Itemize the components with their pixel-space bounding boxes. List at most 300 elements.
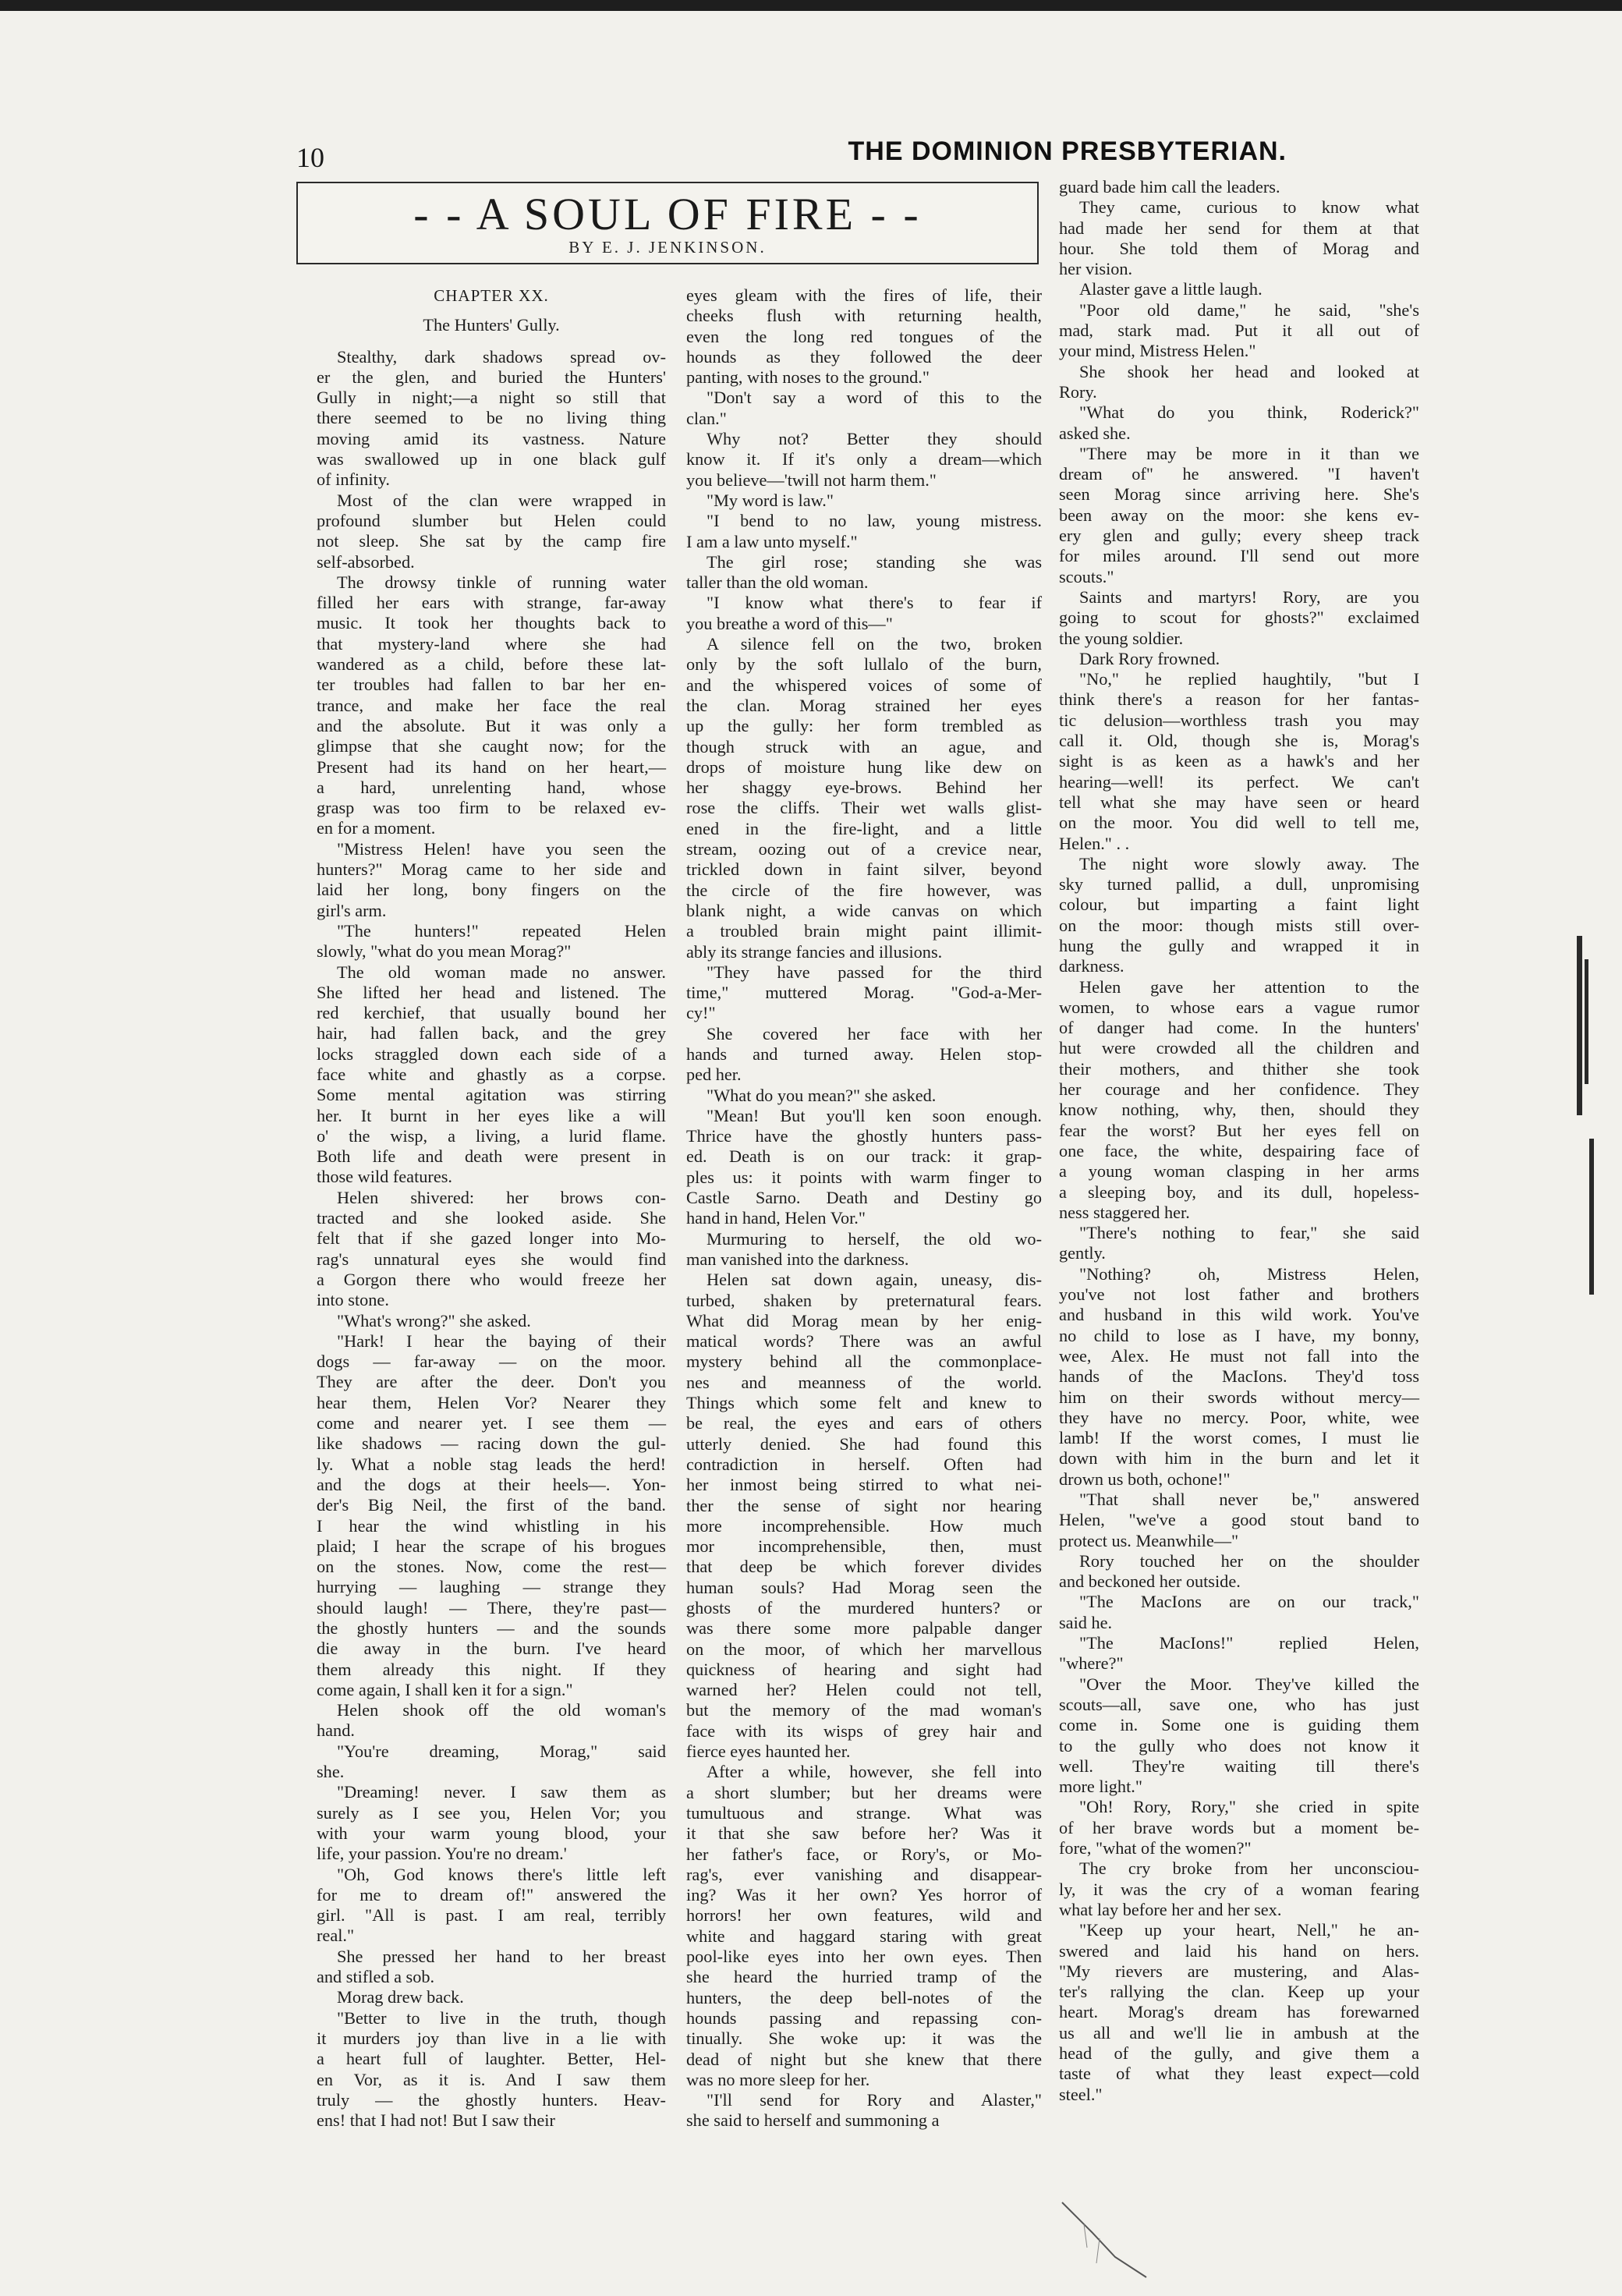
paragraph — [1059, 1633, 1419, 1674]
text-line: call it. Old, though she is, Morag's — [1059, 731, 1419, 751]
paragraph — [1059, 1858, 1419, 1920]
text-line: her inmost being stirred to what nei- — [686, 1475, 1042, 1495]
paragraph — [686, 285, 1042, 388]
text-line: the clan. Morag strained her eyes — [686, 695, 1042, 715]
text-line: ples us: it points with warm finger to — [686, 1167, 1042, 1187]
text-line: "Don't say a word of this to the — [707, 388, 1042, 408]
text-line: hunters?" Morag came to her side and — [317, 859, 666, 880]
text-line: "Mistress Helen! have you seen the — [337, 838, 666, 859]
paragraph — [1059, 177, 1419, 197]
text-line: "Mean! But you'll ken soon enough. — [707, 1105, 1042, 1125]
story-title: - - A SOUL OF FIRE - - — [413, 189, 922, 239]
paragraph — [686, 962, 1042, 1024]
text-line: tracted and she looked aside. She — [317, 1208, 666, 1228]
text-line: was there some more palpable danger — [686, 1618, 1042, 1639]
text-line: Both life and death were present in — [317, 1146, 666, 1167]
text-line: hurrying — laughing — strange they — [317, 1577, 666, 1597]
text-line: Gully in night;—a night so still that — [317, 388, 666, 408]
text-line: been away on the moor: she kens ev- — [1059, 505, 1419, 525]
paragraph — [686, 634, 1042, 962]
text-line: red kerchief, that usually bound her — [317, 1003, 666, 1023]
text-line: tic delusion—worthless trash you may — [1059, 710, 1419, 730]
text-line: "What do you mean?" she asked. — [707, 1085, 937, 1105]
text-line: steel." — [1059, 2084, 1103, 2104]
text-line: darkness. — [1059, 956, 1124, 976]
text-line: it that she saw before her? Was it — [686, 1823, 1042, 1844]
text-line: glimpse that she caught now; for the — [317, 736, 666, 756]
paragraph — [686, 1762, 1042, 2090]
text-line: truly — the ghostly hunters. Heav- — [317, 2089, 666, 2110]
text-line: rag's unnatural eyes she would find — [317, 1249, 666, 1269]
text-line: on the moor. You did well to tell me, — [1059, 813, 1419, 833]
text-line: hour. She told them of Morag and — [1059, 238, 1419, 258]
text-line: cy!" — [686, 1003, 716, 1023]
text-line: Thrice have the ghostly hunters pass- — [686, 1126, 1042, 1146]
text-line: "Hark! I hear the baying of their — [337, 1330, 666, 1351]
text-line: said he. — [1059, 1612, 1113, 1632]
story-byline: BY E. J. JENKINSON. — [568, 238, 767, 257]
text-line: think there's a reason for her fantas- — [1059, 689, 1419, 710]
paragraph — [1059, 669, 1419, 854]
text-line: scouts—all, save one, who has just — [1059, 1694, 1419, 1714]
text-line: "That shall never be," answered — [1079, 1490, 1419, 1509]
text-line: tumultuous and strange. What was — [686, 1802, 1042, 1823]
text-line: tell what she may have seen or heard — [1059, 792, 1419, 812]
text-line: a troubled brain might paint illimit- — [686, 921, 1042, 941]
text-line: lamb! If the worst comes, I must lie — [1059, 1428, 1419, 1448]
text-line: pool-like eyes into her own eyes. Then — [686, 1947, 1042, 1967]
paragraph — [686, 1270, 1042, 1762]
text-line: even the long red tongues of the — [686, 326, 1042, 346]
text-line: "My word is law." — [707, 490, 834, 510]
text-line: "where?" — [1059, 1653, 1124, 1674]
text-line: "The MacIons are on our track," — [1079, 1592, 1419, 1612]
text-line: Murmuring to herself, the old wo- — [707, 1228, 1042, 1249]
text-line: fierce eyes haunted her. — [686, 1741, 851, 1762]
text-line: utterly denied. She had found this — [686, 1433, 1042, 1454]
text-line: filled her ears with strange, far-away — [317, 593, 666, 613]
text-line: stream, oozing out of a crevice near, — [686, 839, 1042, 859]
text-line: dead of night but she knew that there — [686, 2049, 1042, 2069]
paragraph — [317, 1700, 666, 1741]
text-line: "There's nothing to fear," she said — [1079, 1223, 1419, 1243]
text-line: "You're dreaming, Morag," said — [337, 1741, 666, 1761]
text-line: hearing—well! its perfect. We can't — [1059, 771, 1419, 792]
text-line: "What do you think, Roderick?" — [1079, 402, 1419, 423]
paragraph — [1059, 1920, 1419, 2105]
text-line: Present had its hand on her heart,— — [317, 756, 666, 777]
text-line: Helen shivered: her brows con- — [337, 1187, 666, 1207]
text-line: hands of the MacIons. They'd toss — [1059, 1366, 1419, 1387]
text-line: protect us. Meanwhile—" — [1059, 1530, 1239, 1550]
paragraph — [686, 593, 1042, 634]
text-line: the young soldier. — [1059, 628, 1184, 648]
text-line: mad, stark mad. Put it all out of — [1059, 321, 1419, 341]
text-line: you breathe a word of this—" — [686, 613, 893, 633]
text-line: Some mental agitation was stirring — [317, 1085, 666, 1105]
text-line: ghosts of the murdered hunters? or — [686, 1598, 1042, 1617]
text-line: us all and we'll lie in ambush at the — [1059, 2022, 1419, 2043]
text-line: She lifted her head and listened. The — [317, 982, 666, 1002]
text-line: and the absolute. But it was only a — [317, 715, 666, 735]
text-line: should laugh! — There, they're past— — [317, 1597, 666, 1617]
paragraph — [686, 429, 1042, 491]
text-line: girl. "All is past. I am real, terribly — [317, 1905, 666, 1926]
text-line: though struck with an ague, and — [686, 736, 1042, 756]
text-line: fore, "what of the women?" — [1059, 1838, 1252, 1858]
paragraph — [1059, 1264, 1419, 1490]
paragraph — [1059, 279, 1419, 299]
text-line: They are after the deer. Don't you — [317, 1372, 666, 1392]
text-line: a short slumber; but her dreams were — [686, 1782, 1042, 1802]
text-line: ably its strange fancies and illusions. — [686, 941, 943, 962]
paragraph — [1059, 402, 1419, 444]
paragraph — [1059, 1223, 1419, 1264]
text-line: asked she. — [1059, 423, 1131, 443]
text-line: down with him in the burn and let it — [1059, 1448, 1419, 1469]
text-line: and stifled a sob. — [317, 1967, 435, 1987]
scan-artifact — [1061, 2201, 1170, 2279]
text-line: was swallowed up in one black gulf — [317, 449, 666, 469]
paragraph — [317, 1188, 666, 1311]
text-line: en for a moment. — [317, 818, 436, 838]
text-line: The night wore slowly away. The — [1079, 853, 1419, 873]
text-line: felt that if she gazed longer into Mo- — [317, 1228, 666, 1249]
text-line: rag's, ever vanishing and disappear- — [686, 1864, 1042, 1884]
text-line: "The MacIons!" replied Helen, — [1079, 1633, 1419, 1653]
text-line: What did Morag mean by her enig- — [686, 1310, 1042, 1330]
paragraph — [1059, 649, 1419, 669]
text-line: sight is as keen as a hawk's and her — [1059, 751, 1419, 771]
text-line: Stealthy, dark shadows spread ov- — [337, 346, 666, 367]
paragraph — [317, 491, 666, 572]
text-line: a hard, unrelenting hand, whose — [317, 777, 666, 797]
text-line: it murders joy than live in a lie with — [317, 2028, 666, 2048]
text-line: ly, it was the cry of a woman fearing — [1059, 1879, 1419, 1899]
paragraph — [1059, 1674, 1419, 1798]
text-line: "The hunters!" repeated Helen — [337, 920, 666, 941]
text-line: "Over the Moor. They've killed the — [1079, 1674, 1419, 1694]
text-line: Helen sat down again, uneasy, dis- — [707, 1270, 1042, 1290]
text-line: "They have passed for the third — [707, 962, 1042, 982]
paragraph — [686, 2090, 1042, 2131]
text-line: "I'll send for Rory and Alaster," — [707, 2090, 1042, 2110]
text-line: en Vor, as it is. And I saw them — [317, 2069, 666, 2089]
paragraph — [1059, 1797, 1419, 1858]
paragraph — [317, 962, 666, 1188]
text-column-3 — [1059, 177, 1419, 2105]
text-line: going to scout for ghosts?" exclaimed — [1059, 608, 1419, 628]
text-line: hung the gully and wrapped it in — [1059, 935, 1419, 955]
text-line: well. They're waiting till there's — [1059, 1756, 1419, 1776]
text-line: Helen shook off the old woman's — [337, 1700, 666, 1720]
text-line: that mystery-land where she had — [317, 633, 666, 654]
text-line: A silence fell on the two, broken — [707, 634, 1042, 654]
text-line: The girl rose; standing she was — [707, 551, 1042, 572]
chapter-subheading: The Hunters' Gully. — [423, 315, 560, 335]
text-line: Most of the clan were wrapped in — [337, 490, 666, 510]
text-line: on the moor, of which her marvellous — [686, 1639, 1042, 1659]
text-line: hut were crowded all the children and — [1059, 1038, 1419, 1058]
text-line: They came, curious to know what — [1079, 197, 1419, 218]
text-line: on the stones. Now, come the rest— — [317, 1557, 666, 1577]
text-line: a heart full of laughter. Better, Hel- — [317, 2049, 666, 2069]
text-line: fear the worst? But her eyes fell on — [1059, 1120, 1419, 1140]
text-line: Things which some felt and knew to — [686, 1393, 1042, 1413]
text-line: ther the sense of sight nor hearing — [686, 1495, 1042, 1515]
text-line: turbed, shaken by preternatural fears. — [686, 1290, 1042, 1310]
paragraph — [1059, 587, 1419, 649]
text-line: "Better to live in the truth, though — [337, 2007, 666, 2028]
paragraph — [317, 1947, 666, 1988]
text-line: quickness of hearing and sight had — [686, 1659, 1042, 1679]
paragraph — [317, 572, 666, 839]
text-line: sky turned pallid, a dull, unpromising — [1059, 874, 1419, 895]
text-line: clan." — [686, 408, 727, 428]
text-line: "I know what there's to fear if — [707, 593, 1042, 613]
text-line: cheeks flush with returning health, — [686, 306, 1042, 326]
text-line: of her brave words but a moment be- — [1059, 1817, 1419, 1837]
paragraph — [686, 491, 1042, 511]
text-line: you believe—'twill not harm them." — [686, 469, 937, 490]
text-line: mor incomprehensible, then, must — [686, 1536, 1042, 1557]
text-line: a Gorgon there who would freeze her — [317, 1269, 666, 1289]
text-line: moving amid its vastness. Nature — [317, 428, 666, 448]
text-line: "Poor old dame," he said, "she's — [1079, 299, 1419, 320]
text-line: the circle of the fire however, was — [686, 880, 1042, 900]
text-column-1 — [317, 285, 666, 2131]
text-line: girl's arm. — [317, 900, 387, 920]
text-line: white and haggard staring with great — [686, 1926, 1042, 1946]
text-line: but the memory of the mad woman's — [686, 1700, 1042, 1720]
text-line: she. — [317, 1762, 345, 1782]
text-line: self-absorbed. — [317, 551, 415, 572]
text-line: Dark Rory frowned. — [1079, 648, 1220, 668]
text-line: taller than the old woman. — [686, 572, 869, 593]
text-line: her shaggy eye-brows. Behind her — [686, 778, 1042, 798]
text-line: him on their swords without mercy— — [1059, 1387, 1419, 1407]
text-line: her vision. — [1059, 259, 1133, 279]
text-line: hands and turned away. Helen stop- — [686, 1043, 1042, 1064]
text-line: wandered as a child, before these lat- — [317, 654, 666, 675]
text-line: plaid; I hear the scrape of his brogues — [317, 1536, 666, 1556]
text-line: face with its wisps of grey hair and — [686, 1720, 1042, 1741]
text-line: Helen, "we've a good stout band to — [1059, 1510, 1419, 1530]
text-line: "My rievers are mustering, and Alas- — [1059, 1961, 1419, 1981]
text-line: horrors! her own features, wild and — [686, 1905, 1042, 1926]
paragraph — [1059, 977, 1419, 1224]
text-line: for me to dream of!" answered the — [317, 1884, 666, 1904]
text-line: drown us both, ochone!" — [1059, 1469, 1231, 1489]
text-line: hear them, Helen Vor? Nearer they — [317, 1392, 666, 1412]
text-line: colour, but imparting a faint light — [1059, 895, 1419, 915]
text-line: "I bend to no law, young mistress. — [707, 511, 1042, 531]
text-line: Rory touched her on the shoulder — [1079, 1550, 1419, 1571]
text-line: music. It took her thoughts back to — [317, 613, 666, 633]
text-line: The cry broke from her unconsciou- — [1079, 1858, 1419, 1879]
paragraph — [686, 552, 1042, 593]
text-line: dream of" he answered. "I haven't — [1059, 464, 1419, 484]
text-line: head of the gully, and give them a — [1059, 2043, 1419, 2064]
paragraph — [1059, 1592, 1419, 1633]
text-line: to the gully who does not know it — [1059, 1735, 1419, 1756]
text-line: be real, the eyes and ears of others — [686, 1413, 1042, 1433]
text-line: The old woman made no answer. — [337, 962, 666, 982]
text-line: of danger had come. In the hunters' — [1059, 1018, 1419, 1038]
text-line: taste of what they least expect—cold — [1059, 2064, 1419, 2084]
text-line: real." — [317, 1926, 355, 1946]
spacer — [317, 336, 666, 347]
text-line: ens! that I had not! But I saw their — [317, 2110, 555, 2131]
text-line: "Oh, God knows there's little left — [337, 1864, 666, 1884]
text-line: up the gully: her form trembled as — [686, 716, 1042, 736]
text-line: Alaster gave a little laugh. — [1079, 279, 1263, 299]
text-line: those wild features. — [317, 1167, 452, 1187]
paragraph — [317, 1987, 666, 2007]
text-line: "Dreaming! never. I saw them as — [337, 1782, 666, 1802]
paragraph — [317, 1782, 666, 1864]
text-line: laid her long, bony fingers on the — [317, 880, 666, 900]
text-line: like shadows — racing down the gul- — [317, 1433, 666, 1454]
text-line: there seemed to be no living thing — [317, 408, 666, 428]
text-line: matical words? There was an awful — [686, 1331, 1042, 1352]
text-line: She shook her head and looked at — [1079, 361, 1419, 381]
text-line: "No," he replied haughtily, "but I — [1079, 669, 1419, 689]
text-line: Castle Sarno. Death and Destiny go — [686, 1188, 1042, 1208]
text-line: blank night, a wide canvas on which — [686, 900, 1042, 920]
paragraph — [686, 1106, 1042, 1229]
text-line: face white and ghastly as a corpse. — [317, 1064, 666, 1084]
text-line: hair, had fallen back, and the grey — [317, 1023, 666, 1043]
paragraph — [317, 1741, 666, 1783]
paragraph — [1059, 1551, 1419, 1593]
text-line: she heard the hurried tramp of the — [686, 1967, 1042, 1987]
text-line: Helen gave her attention to the — [1079, 976, 1419, 997]
text-line: heart. Morag's dream has forewarned — [1059, 2002, 1419, 2022]
text-line: human souls? Had Morag seen the — [686, 1577, 1042, 1597]
text-line: ened in the fire-light, and a little — [686, 818, 1042, 838]
text-line: that deep be which forever divides — [686, 1557, 1042, 1577]
text-line: life, your passion. You're no dream.' — [317, 1844, 567, 1864]
text-line: into stone. — [317, 1290, 389, 1310]
text-line: ped her. — [686, 1065, 742, 1085]
text-line: swered and laid his hand on hers. — [1059, 1940, 1419, 1961]
text-line: er the glen, and buried the Hunters' — [317, 367, 666, 387]
text-line: tinually. She woke up: it was the — [686, 2028, 1042, 2049]
paragraph — [317, 1331, 666, 1700]
text-line: locks straggled down each side of a — [317, 1043, 666, 1064]
text-line: surely as I see you, Helen Vor; you — [317, 1802, 666, 1823]
text-line: her. It burnt in her eyes like a will — [317, 1105, 666, 1125]
text-line: hand. — [317, 1720, 355, 1741]
text-line: she said to herself and summoning a — [686, 2110, 940, 2131]
text-line: was no more sleep for her. — [686, 2069, 870, 2089]
text-line: scouts." — [1059, 566, 1114, 586]
text-line: I hear the wind whistling in his — [317, 1515, 666, 1536]
chapter-heading: CHAPTER XX. — [434, 286, 549, 305]
text-line: a sleeping boy, and its dull, hopeless- — [1059, 1182, 1419, 1202]
text-line: seen Morag since arriving here. She's — [1059, 484, 1419, 505]
text-line: slowly, "what do you mean Morag?" — [317, 941, 572, 962]
text-line: the ghostly hunters — and the sounds — [317, 1618, 666, 1638]
text-line: gently. — [1059, 1243, 1106, 1263]
scan-top-edge — [0, 0, 1622, 11]
text-line: rose the cliffs. Their wet walls glist- — [686, 798, 1042, 818]
text-line: man vanished into the darkness. — [686, 1249, 909, 1269]
text-line: "Oh! Rory, Rory," she cried in spite — [1079, 1797, 1419, 1817]
paragraph — [317, 1311, 666, 1331]
text-line: with your warm young blood, your — [317, 1823, 666, 1843]
text-line: ness staggered her. — [1059, 1202, 1190, 1222]
text-line: mystery behind all the commonplace- — [686, 1352, 1042, 1372]
text-line: ery glen and gully; every sheep track — [1059, 526, 1419, 546]
text-line: o' the wisp, a living, a lurid flame. — [317, 1125, 666, 1146]
text-line: She covered her face with her — [707, 1023, 1042, 1043]
page-header — [296, 136, 1326, 183]
text-line: Rory. — [1059, 381, 1097, 402]
text-line: panting, with noses to the ground." — [686, 367, 930, 388]
text-column-2 — [686, 285, 1042, 2131]
text-line: on the moor: though mists still over- — [1059, 915, 1419, 935]
text-line: She pressed her hand to her breast — [337, 1946, 666, 1966]
text-line: and the dogs at their heels—. Yon- — [317, 1474, 666, 1494]
text-line: Morag drew back. — [337, 1987, 464, 2007]
paragraph — [686, 1086, 1042, 1106]
text-line: her father's face, or Rory's, or Mo- — [686, 1844, 1042, 1864]
text-line: wee, Alex. He must not fall into the — [1059, 1345, 1419, 1366]
text-line: After a while, however, she fell into — [707, 1762, 1042, 1782]
text-line: more light." — [1059, 1777, 1142, 1797]
paragraph — [1059, 854, 1419, 977]
text-line: no child to lose as I have, my bonny, — [1059, 1325, 1419, 1345]
paragraph — [1059, 197, 1419, 279]
text-line: ing? Was it her own? Yes horror of — [686, 1885, 1042, 1905]
text-line: you've not lost father and brothers — [1059, 1284, 1419, 1305]
text-line: profound slumber but Helen could — [317, 510, 666, 530]
text-line: know it. If it's only a dream—which — [686, 449, 1042, 469]
spacer — [317, 306, 666, 315]
text-line: and beckoned her outside. — [1059, 1571, 1241, 1592]
paragraph — [1059, 362, 1419, 403]
text-line: "Keep up your heart, Nell," he an- — [1079, 1920, 1419, 1940]
text-line: hounds as they followed the deer — [686, 346, 1042, 367]
paragraph — [686, 388, 1042, 429]
text-line: The drowsy tinkle of running water — [337, 572, 666, 592]
text-line: them already this night. If they — [317, 1659, 666, 1679]
text-line: Helen." . . — [1059, 833, 1130, 853]
text-line: Why not? Better they should — [707, 429, 1042, 449]
text-line: eyes gleam with the fires of life, their — [686, 285, 1042, 305]
text-line: for miles around. I'll send out more — [1059, 546, 1419, 566]
text-line: "What's wrong?" she asked. — [337, 1310, 531, 1330]
text-line: hunters, the deep bell-notes of the — [686, 1987, 1042, 2007]
paragraph — [317, 2008, 666, 2131]
text-line: and the whispered voices of some of — [686, 675, 1042, 695]
paragraph — [686, 511, 1042, 552]
text-line: ter troubles had fallen to bar her en- — [317, 675, 666, 695]
paragraph — [317, 1865, 666, 1947]
text-line: they have no mercy. Poor, white, wee — [1059, 1407, 1419, 1427]
text-line: ly. What a noble stag leads the herd! — [317, 1454, 666, 1474]
journal-title: THE DOMINION PRESBYTERIAN. — [848, 136, 1287, 166]
text-line: der's Big Neil, the first of the band. — [317, 1495, 666, 1515]
story-title-box — [296, 182, 1039, 264]
text-line: guard bade him call the leaders. — [1059, 177, 1280, 197]
text-line: and husband in this wild work. You've — [1059, 1305, 1419, 1325]
text-line: not sleep. She sat by the camp fire — [317, 531, 666, 551]
text-line: ed. Death is on our track: it grap- — [686, 1146, 1042, 1167]
text-line: only by the soft lullalo of the burn, — [686, 654, 1042, 675]
